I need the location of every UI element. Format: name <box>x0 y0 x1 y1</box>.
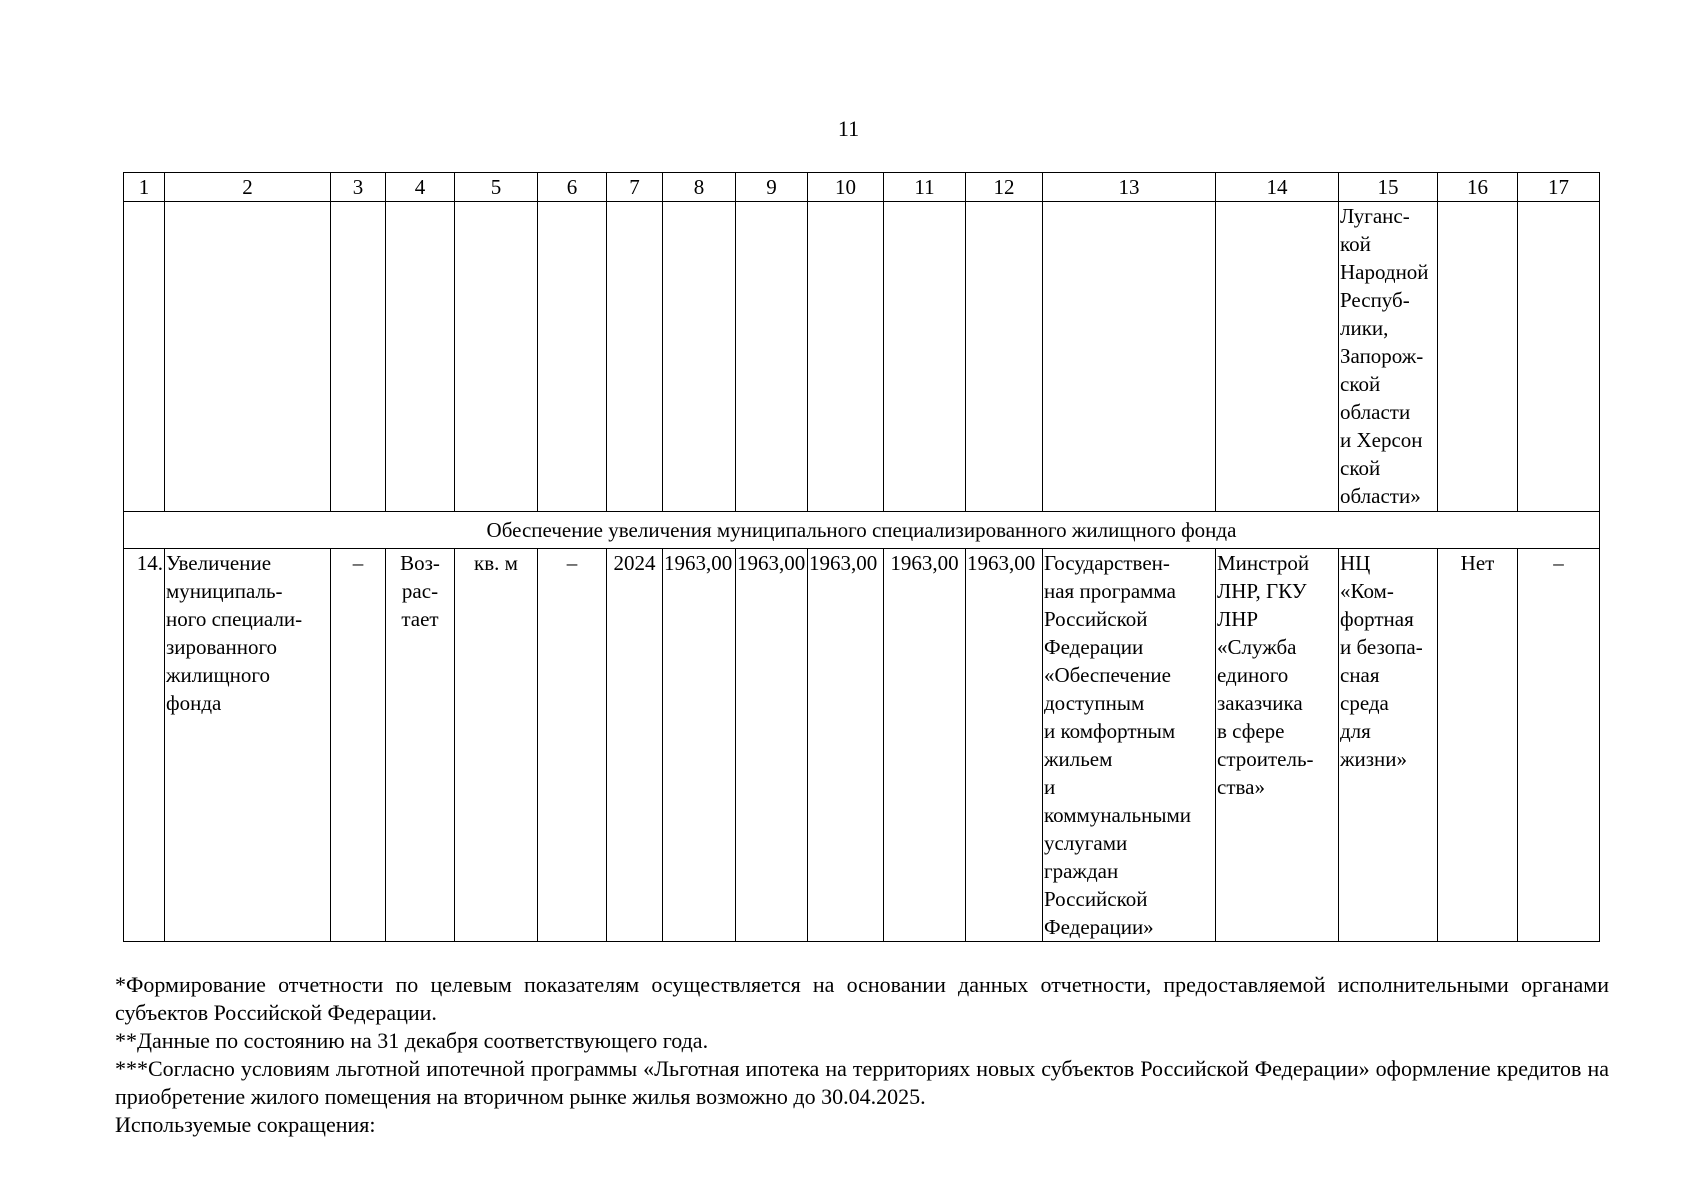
indicator-name: Увеличение муниципаль- ного специали- зированного жилищного фонда <box>165 549 331 942</box>
header-cell: 1 <box>124 173 165 202</box>
table-cell <box>386 202 455 512</box>
year-cell: 2024 <box>607 549 663 942</box>
header-cell: 7 <box>607 173 663 202</box>
footnote: Используемые сокращения: <box>115 1112 376 1137</box>
header-cell: 13 <box>1043 173 1216 202</box>
value-cell: 1963,00 <box>736 549 808 942</box>
header-cell: 11 <box>884 173 966 202</box>
flag-cell: Нет <box>1438 549 1518 942</box>
row-number: 14. <box>124 549 165 942</box>
value-cell: 1963,00 <box>663 549 736 942</box>
value-cell: 1963,00 <box>884 549 966 942</box>
section-title: Обеспечение увеличения муниципального специализированного жилищного фонда <box>124 512 1600 549</box>
footnote: ***Согласно условиям льготной ипотечной программы «Льготная ипотека на территориях новых субъектов Российской Федерации» оформление кредитов на приобретение жилого помещения на вторичном рынке жилья возможно до 30.04.2025. <box>115 1056 1609 1109</box>
table-cell <box>1438 202 1518 512</box>
table-cell <box>808 202 884 512</box>
program-cell: Государствен- ная программа Российской Федерации «Обеспечение доступным и комфортным жильем и коммунальными услугами граждан Российской Федерации» <box>1043 549 1216 942</box>
header-cell: 6 <box>538 173 607 202</box>
table-cell <box>1518 202 1600 512</box>
continuation-row <box>124 202 1600 512</box>
cell-col17: – <box>1518 549 1600 942</box>
table-cell <box>1216 202 1339 512</box>
header-cell: 16 <box>1438 173 1518 202</box>
footnote: *Формирование отчетности по целевым показателям осуществляется на основании данных отчетности, предоставляемой исполнительными органами субъектов Российской Федерации. <box>115 972 1609 1025</box>
table-cell <box>124 202 165 512</box>
footnote: **Данные по состоянию на 31 декабря соответствующего года. <box>115 1028 709 1053</box>
header-cell: 4 <box>386 173 455 202</box>
header-cell: 12 <box>966 173 1043 202</box>
continued-responsible-cell: Луганс- кой Народной Респуб- лики, Запорож- ской области и Херсон ской области» <box>1339 202 1438 512</box>
table-cell <box>663 202 736 512</box>
header-cell: 15 <box>1339 173 1438 202</box>
table-cell <box>966 202 1043 512</box>
table-cell <box>736 202 808 512</box>
page-number: 11 <box>837 116 860 141</box>
table-cell <box>331 202 386 512</box>
table-row <box>124 549 1600 942</box>
cell-col3: – <box>331 549 386 942</box>
table-cell <box>455 202 538 512</box>
value-cell: 1963,00 <box>808 549 884 942</box>
header-cell: 10 <box>808 173 884 202</box>
table-cell <box>538 202 607 512</box>
value-cell: 1963,00 <box>966 549 1043 942</box>
project-cell: НЦ «Ком- фортная и безопа- сная среда для жизни» <box>1339 549 1438 942</box>
cell-col6: – <box>538 549 607 942</box>
header-cell: 9 <box>736 173 808 202</box>
table-cell <box>165 202 331 512</box>
table-header-row <box>124 173 1600 202</box>
header-cell: 5 <box>455 173 538 202</box>
indicators-table <box>123 172 1600 942</box>
header-cell: 3 <box>331 173 386 202</box>
unit-cell: кв. м <box>455 549 538 942</box>
table-cell <box>1043 202 1216 512</box>
table-cell <box>884 202 966 512</box>
table-cell <box>607 202 663 512</box>
header-cell: 2 <box>165 173 331 202</box>
header-cell: 17 <box>1518 173 1600 202</box>
footnotes <box>115 971 1609 1139</box>
header-cell: 8 <box>663 173 736 202</box>
section-row <box>124 512 1600 549</box>
responsible-cell: Минстрой ЛНР, ГКУ ЛНР «Служба единого заказчика в сфере строитель- ства» <box>1216 549 1339 942</box>
header-cell: 14 <box>1216 173 1339 202</box>
trend-cell: Воз- рас- тает <box>386 549 455 942</box>
